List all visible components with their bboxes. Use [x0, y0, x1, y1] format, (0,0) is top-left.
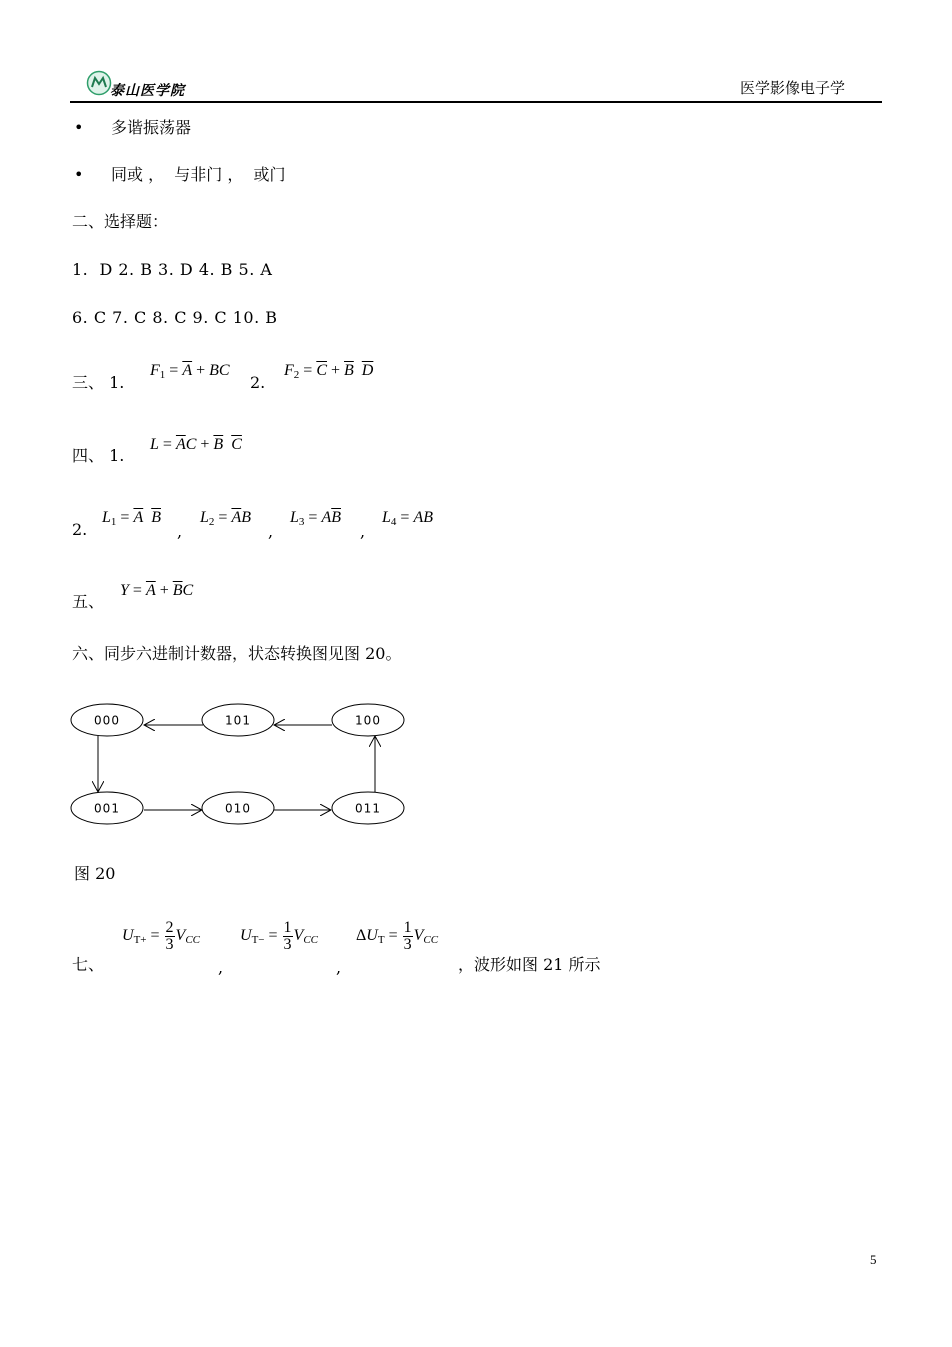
state-label-000: 000 — [94, 713, 120, 728]
formula-f1: $F_1 = \overline{A}$ + BC — [150, 362, 230, 381]
state-label-001: 001 — [94, 801, 120, 816]
section3-label: 三、 1. — [72, 373, 125, 392]
section7-tail: ，波形如图 21 所示 — [458, 955, 601, 974]
section6-title: 六、同步六进制计数器，状态转换图见图 20。 — [72, 644, 402, 663]
bullet-text-1: 多谐振荡器 — [111, 118, 192, 137]
state-node-100 — [332, 704, 404, 736]
page-number: 5 — [870, 1252, 877, 1267]
formula-l4: $L_4$ = AB — [382, 509, 433, 528]
section7-label: 七、 — [72, 955, 105, 974]
school-emblem-icon — [86, 70, 112, 96]
bullet-dot-2: • — [74, 165, 84, 184]
bullet-dot-1: • — [74, 118, 84, 137]
comma-2: , — [268, 522, 274, 541]
comma-3: , — [360, 522, 366, 541]
formula-ut-plus: $U_{T+}$ = $\frac{2}{3}$ $V_{CC}$ — [122, 919, 200, 953]
section5-label: 五、 — [72, 592, 105, 611]
formula-ut-minus: $U_{T-}$ = $\frac{1}{3}$ $V_{CC}$ — [240, 919, 318, 953]
state-transition-diagram — [60, 695, 420, 835]
comma-4: , — [218, 958, 224, 977]
header-logo — [86, 70, 112, 100]
formula-y: $Y = \overline{A} + \overline{B}C$ — [120, 582, 194, 599]
formula-delta-ut: $\Delta U_T$ = $\frac{1}{3}$ $V_{CC}$ — [356, 919, 439, 953]
formula-l1: $L_1 = \overline{A}$ $\overline{B}$ — [102, 509, 161, 528]
section4-label: 四、 1. — [72, 446, 125, 465]
header-school-name: 泰山医学院 — [110, 83, 185, 99]
formula-l3: $L_3 = A\overline{B}$ — [290, 509, 341, 528]
comma-5: , — [336, 958, 342, 977]
state-node-010 — [202, 792, 274, 824]
state-label-100: 100 — [355, 713, 381, 728]
section4-item2-label: 2. — [72, 520, 88, 539]
formula-l2: $L_2 = \overline{A}B$ — [200, 509, 251, 528]
comma-1: , — [177, 522, 183, 541]
answers-row-2: 6. C 7. C 8. C 9. C 10. B — [72, 308, 278, 327]
state-node-001 — [71, 792, 143, 824]
state-label-101: 101 — [225, 713, 251, 728]
section3-item2-label: 2. — [250, 373, 266, 392]
header-course-title: 医学影像电子学 — [740, 79, 846, 97]
state-node-101 — [202, 704, 274, 736]
state-label-010: 010 — [225, 801, 251, 816]
answers-row-1: 1. D 2. B 3. D 4. B 5. A — [72, 260, 273, 279]
state-label-011: 011 — [355, 801, 381, 816]
figure-caption: 图 20 — [74, 864, 116, 883]
formula-l: $L = \overline{A}C + \overline{B}$ $\overline{C}$ — [150, 436, 242, 453]
header-divider — [70, 101, 882, 103]
state-node-011 — [332, 792, 404, 824]
bullet-text-2: 同或 ， 与非门 ， 或门 — [111, 165, 286, 184]
state-node-000 — [71, 704, 143, 736]
section2-title: 二、选择题： — [72, 212, 169, 231]
formula-f2: $F_2 = \overline{C} + \overline{B}$ $\overline{D}$ — [284, 362, 374, 381]
